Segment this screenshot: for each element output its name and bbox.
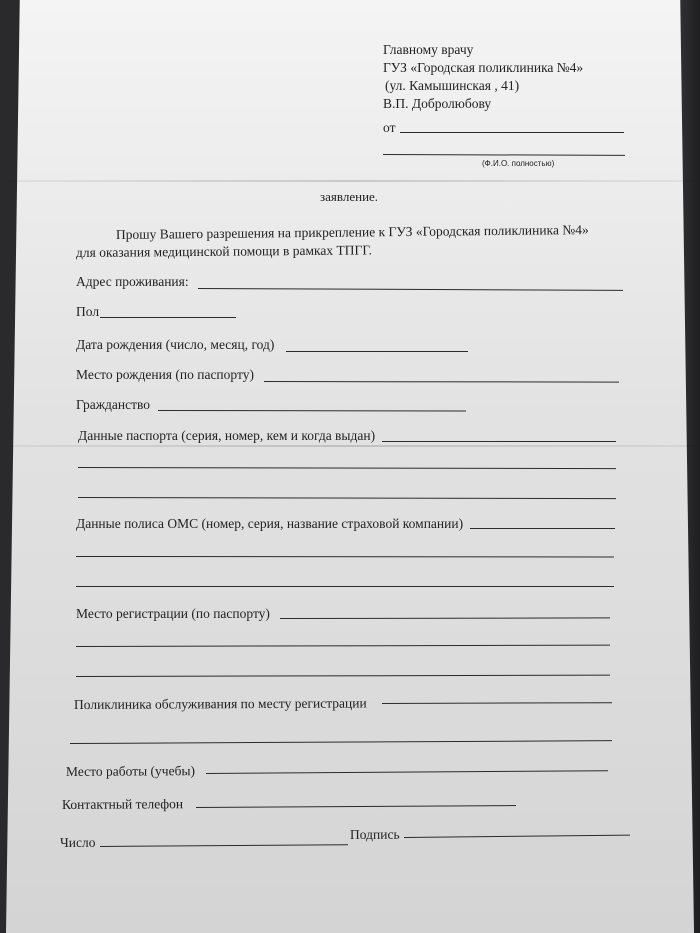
birth-date-line[interactable] (286, 351, 468, 352)
clinic-line-1[interactable] (382, 702, 612, 704)
fio-hint: (Ф.И.О. полностью) (482, 159, 555, 168)
registration-label: Место регистрации (по паспорту) (76, 606, 270, 621)
oms-line-1[interactable] (470, 528, 615, 529)
document-title: заявление. (320, 189, 379, 204)
passport-line-2[interactable] (78, 467, 616, 469)
date-line[interactable] (100, 844, 348, 847)
clinic-line-2[interactable] (70, 740, 612, 744)
body-line-2: для оказания медицинской помощи в рамках ТПГГ. (75, 242, 373, 260)
address-line[interactable] (198, 288, 623, 291)
registration-line-2[interactable] (76, 645, 610, 647)
sex-line[interactable] (100, 317, 236, 318)
citizenship-label: Гражданство (76, 397, 151, 412)
registration-line-3[interactable] (76, 675, 610, 677)
passport-line-3[interactable] (78, 497, 616, 499)
recipient-line-1: Главному врачу (383, 42, 474, 57)
date-label: Число (59, 834, 96, 850)
oms-label: Данные полиса ОМС (номер, серия, название страховой компании) (76, 516, 464, 531)
work-label: Место работы (учебы) (65, 763, 196, 779)
passport-line-1[interactable] (382, 441, 616, 442)
sex-label: Пол (76, 304, 100, 319)
work-line[interactable] (206, 770, 608, 774)
birth-place-label: Место рождения (по паспорту) (76, 367, 254, 382)
birth-date-label: Дата рождения (число, месяц, год) (76, 337, 275, 352)
clinic-label: Поликлиника обслуживания по месту регистрации (73, 695, 367, 712)
signature-line[interactable] (404, 835, 630, 838)
phone-line[interactable] (196, 805, 516, 808)
recipient-line-2: ГУЗ «Городская поликлиника №4» (383, 60, 584, 75)
registration-line-1[interactable] (280, 617, 610, 619)
passport-label: Данные паспорта (серия, номер, кем и когда выдан) (78, 428, 376, 443)
from-line[interactable] (400, 132, 624, 133)
oms-line-2[interactable] (76, 556, 614, 557)
body-line-1: Прошу Вашего разрешения на прикрепление к ГУЗ «Городская поликлиника №4» (115, 222, 589, 242)
address-label: Адрес проживания: (76, 274, 189, 289)
recipient-line-4: В.П. Добролюбову (383, 96, 492, 111)
from-label: от (383, 120, 396, 135)
oms-line-3[interactable] (76, 586, 614, 587)
phone-label: Контактный телефон (61, 796, 184, 812)
citizenship-line[interactable] (158, 410, 466, 412)
birth-place-line[interactable] (264, 381, 619, 383)
recipient-line-3: (ул. Камышинская , 41) (385, 78, 520, 93)
signature-label: Подпись (349, 826, 400, 842)
